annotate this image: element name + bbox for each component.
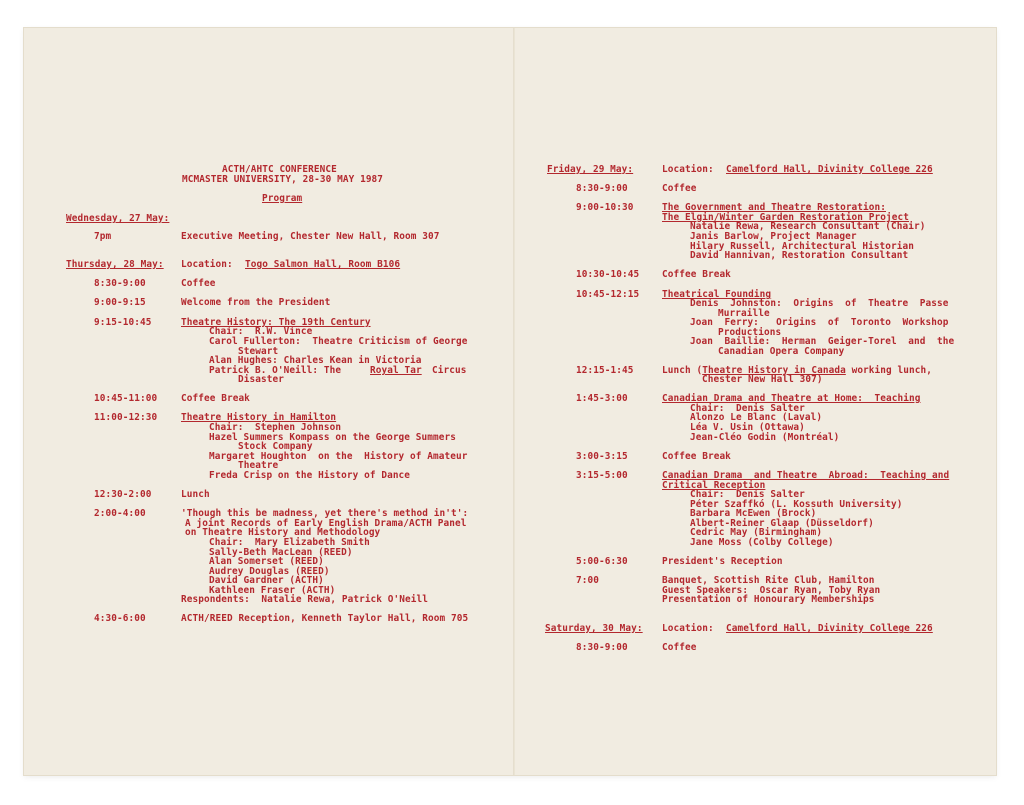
event: Coffee Break <box>181 393 250 404</box>
presenter: Alonzo Le Blanc (Laval) <box>690 412 823 423</box>
session-title: The Government and Theatre Restoration: <box>662 202 887 213</box>
time-slot: 1:45-3:00 <box>576 393 628 404</box>
presenter: David Gardner (ACTH) <box>209 575 324 586</box>
time-slot: 10:45-12:15 <box>576 289 640 300</box>
presenter: Carol Fullerton: Theatre Criticism of George <box>209 336 468 347</box>
presenter: Hilary Russell, Architectural Historian <box>690 241 915 252</box>
presenter: Hazel Summers Kompass on the George Summers <box>209 432 457 443</box>
presenter-continued: Murraille <box>718 308 770 319</box>
presenter: Alan Hughes: Charles Kean in Victoria <box>209 355 422 366</box>
guest-speakers: Guest Speakers: Oscar Ryan, Toby Ryan <box>662 585 881 596</box>
presenter-continued: Stewart <box>238 346 279 357</box>
friday-location: Camelford Hall, Divinity College 226 <box>726 164 933 175</box>
time-slot: 5:00-6:30 <box>576 556 628 567</box>
presenter: David Hannivan, Restoration Consultant <box>690 250 909 261</box>
time-slot: 10:45-11:00 <box>94 393 158 404</box>
event: Coffee <box>662 183 697 194</box>
presenter-continued: Stock Company <box>238 441 313 452</box>
conference-title: ACTH/AHTC CONFERENCE <box>222 164 337 175</box>
time-slot: 11:00-12:30 <box>94 412 158 423</box>
session-title: Canadian Drama and Theatre at Home: Teaching <box>662 393 921 404</box>
time-slot: 8:30-9:00 <box>576 183 628 194</box>
session-chair: Chair: Stephen Johnson <box>209 422 342 433</box>
location-label: Location: <box>662 623 714 634</box>
event: Coffee <box>181 278 216 289</box>
location-label: Location: <box>181 259 233 270</box>
session-chair: Chair: Denis Salter <box>690 489 805 500</box>
presenter: Janis Barlow, Project Manager <box>690 231 857 242</box>
event: Executive Meeting, Chester New Hall, Room 307 <box>181 231 440 242</box>
event: Welcome from the President <box>181 297 331 308</box>
event: President's Reception <box>662 556 783 567</box>
presenter: Léa V. Usin (Ottawa) <box>690 422 805 433</box>
session-title: Critical Reception <box>662 480 766 491</box>
time-slot: 7pm <box>94 231 112 242</box>
time-slot: 3:00-3:15 <box>576 451 628 462</box>
lunch-prefix: Lunch ( <box>662 365 703 376</box>
session-chair: Chair: R.W. Vince <box>209 326 313 337</box>
lunch-suffix: working lunch, <box>845 365 932 376</box>
presenter: Audrey Douglas (REED) <box>209 566 330 577</box>
event: Coffee <box>662 642 697 653</box>
presenter: Alan Somerset (REED) <box>209 556 324 567</box>
panel-description: on Theatre History and Methodology <box>185 527 381 538</box>
presenter: Jane Moss (Colby College) <box>690 537 834 548</box>
panel-description: A joint Records of Early English Drama/ACTH Panel <box>185 518 467 529</box>
event: ACTH/REED Reception, Kenneth Taylor Hall, Room 705 <box>181 613 469 624</box>
lunch-location: Chester New Hall 307) <box>702 374 823 385</box>
presenter: Denis Johnston: Origins of Theatre Passe <box>690 298 949 309</box>
panel-title: 'Though this be madness, yet there's method in't': <box>181 508 469 519</box>
presenter-continued: Canadian Opera Company <box>718 346 845 357</box>
saturday-date: Saturday, 30 May: <box>545 623 643 634</box>
event: Coffee Break <box>662 451 731 462</box>
conference-venue: MCMASTER UNIVERSITY, 28-30 MAY 1987 <box>182 174 384 185</box>
event: Lunch <box>181 489 210 500</box>
time-slot: 8:30-9:00 <box>576 642 628 653</box>
presenter-continued: Productions <box>718 327 782 338</box>
respondents: Respondents: Natalie Rewa, Patrick O'Neill <box>181 594 429 605</box>
time-slot: 7:00 <box>576 575 599 586</box>
wednesday-date: Wednesday, 27 May: <box>66 213 170 224</box>
time-slot: 9:00-10:30 <box>576 202 634 213</box>
session-title: Theatre History: The 19th Century <box>181 317 371 328</box>
presenter-continued: Disaster <box>238 374 284 385</box>
presenter: Freda Crisp on the History of Dance <box>209 470 411 481</box>
time-slot: 12:30-2:00 <box>94 489 152 500</box>
presenter: Joan Ferry: Origins of Toronto Workshop <box>690 317 949 328</box>
thursday-location: Togo Salmon Hall, Room B106 <box>245 259 401 270</box>
time-slot: 12:15-1:45 <box>576 365 634 376</box>
center-fold <box>513 28 515 775</box>
presenter: Patrick B. O'Neill: The <box>209 365 342 376</box>
presenter-continued: Theatre <box>238 460 279 471</box>
lunch-session-title: Theatre History in Canada <box>702 365 846 376</box>
event: Coffee Break <box>662 269 731 280</box>
presentation: Presentation of Honourary Memberships <box>662 594 875 605</box>
time-slot: 10:30-10:45 <box>576 269 640 280</box>
presenter: Sally-Beth MacLean (REED) <box>209 547 353 558</box>
presenter: Joan Baillie: Herman Geiger-Torel and the <box>690 336 955 347</box>
presenter: Albert-Reiner Glaap (Düsseldorf) <box>690 518 874 529</box>
location-label: Location: <box>662 164 714 175</box>
session-chair: Chair: Mary Elizabeth Smith <box>209 537 370 548</box>
presenter: Cedric May (Birmingham) <box>690 527 823 538</box>
friday-date: Friday, 29 May: <box>547 164 634 175</box>
thursday-date: Thursday, 28 May: <box>66 259 164 270</box>
time-slot: 2:00-4:00 <box>94 508 146 519</box>
session-title: Theatre History in Hamilton <box>181 412 337 423</box>
presenter-italic-title: Royal Tar <box>370 365 422 376</box>
presenter: Natalie Rewa, Research Consultant (Chair) <box>690 221 926 232</box>
presenter: Jean-Cléo Godin (Montréal) <box>690 432 840 443</box>
session-chair: Chair: Denis Salter <box>690 403 805 414</box>
program-heading: Program <box>262 193 303 204</box>
presenter: Circus <box>432 365 467 376</box>
event: Banquet, Scottish Rite Club, Hamilton <box>662 575 875 586</box>
time-slot: 9:00-9:15 <box>94 297 146 308</box>
session-title: The Elgin/Winter Garden Restoration Project <box>662 212 910 223</box>
time-slot: 4:30-6:00 <box>94 613 146 624</box>
time-slot: 8:30-9:00 <box>94 278 146 289</box>
time-slot: 9:15-10:45 <box>94 317 152 328</box>
presenter: Kathleen Fraser (ACTH) <box>209 585 336 596</box>
saturday-location: Camelford Hall, Divinity College 226 <box>726 623 933 634</box>
time-slot: 3:15-5:00 <box>576 470 628 481</box>
session-title: Theatrical Founding <box>662 289 772 300</box>
presenter: Barbara McEwen (Brock) <box>690 508 817 519</box>
session-title: Canadian Drama and Theatre Abroad: Teaching and <box>662 470 950 481</box>
presenter: Margaret Houghton on the History of Amateur <box>209 451 468 462</box>
presenter: Péter Szaffkó (L. Kossuth University) <box>690 499 903 510</box>
